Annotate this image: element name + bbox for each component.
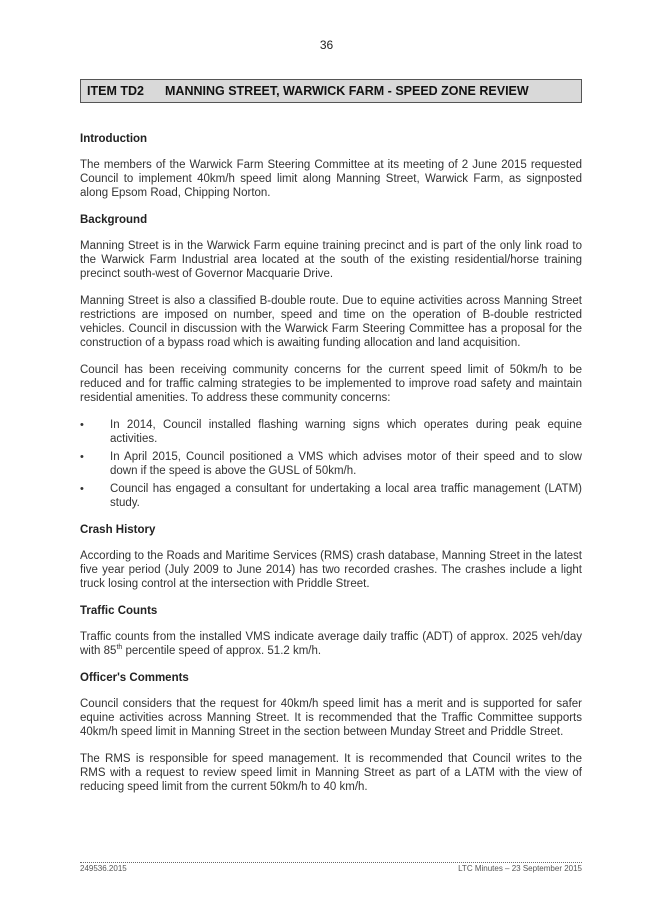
traffic-counts-text-a: Traffic counts from the installed VMS indicate average daily traffic (ADT) of approx. 2025 veh/day with 85: [80, 631, 582, 657]
list-item-text: In 2014, Council installed flashing warning signs which operates during peak equine activities.: [110, 419, 582, 445]
crash-history-paragraph: According to the Roads and Maritime Services (RMS) crash database, Manning Street in the latest five year period (July 2009 to June 2014) has two recorded crashes. The crashes include a light truck losing control at the intersection with Priddle Street.: [80, 550, 582, 590]
footer-minutes-date: LTC Minutes – 23 September 2015: [458, 864, 582, 873]
bullet-icon: •: [80, 419, 84, 431]
page-number: 36: [319, 38, 334, 52]
background-paragraph-3: Council has been receiving community concerns for the current speed limit of 50km/h to be reduced and for traffic calming strategies to be implemented to improve road safety and maintain residential amenities. To address these community concerns:: [80, 364, 582, 404]
officers-comments-paragraph-1: Council considers that the request for 40km/h speed limit has a merit and is supported for safer equine activities across Manning Street. It is recommended that the Traffic Committee supports 40km/h speed limit in Manning Street in the section between Munday Street and Priddle Street.: [80, 698, 582, 738]
item-title-bar: [80, 79, 582, 103]
officers-comments-heading: Officer's Comments: [80, 672, 189, 684]
footer-divider: [80, 862, 582, 863]
introduction-heading: Introduction: [80, 133, 148, 145]
list-item: [80, 418, 582, 446]
bullet-icon: •: [80, 483, 84, 495]
item-title: MANNING STREET, WARWICK FARM - SPEED ZONE REVIEW: [165, 84, 529, 98]
crash-history-heading: Crash History: [80, 524, 156, 536]
ordinal-superscript: th: [116, 644, 123, 652]
traffic-counts-text-b: percentile speed of approx. 51.2 km/h.: [122, 645, 322, 657]
bullet-icon: •: [80, 451, 84, 463]
officers-comments-paragraph-2: The RMS is responsible for speed management. It is recommended that Council writes to the RMS with a request to review speed limit in Manning Street as part of a LATM with the view of reducing speed limit from the current 50km/h to 40 km/h.: [80, 753, 582, 793]
traffic-counts-heading: Traffic Counts: [80, 605, 158, 617]
footer-reference: 249536.2015: [80, 864, 127, 873]
background-paragraph-1: Manning Street is in the Warwick Farm equine training precinct and is part of the only link road to the Warwick Farm Industrial area located at the south of the existing residential/horse training precinct south-west of Governor Macquarie Drive.: [80, 240, 582, 280]
list-item: [80, 450, 582, 478]
list-item-text: Council has engaged a consultant for undertaking a local area traffic management (LATM) study.: [110, 483, 582, 509]
traffic-counts-paragraph: [80, 630, 582, 658]
item-code: ITEM TD2: [87, 84, 144, 98]
list-item-text: In April 2015, Council positioned a VMS which advises motor of their speed and to slow down if the speed is above the GUSL of 50km/h.: [110, 451, 582, 477]
list-item: [80, 482, 582, 510]
background-paragraph-2: Manning Street is also a classified B-double route. Due to equine activities across Manning Street restrictions are imposed on number, speed and time on the operation of B-double restricted vehicles. Council in discussion with the Warwick Farm Steering Committee has a proposal for the construction of a bypass road which is awaiting funding allocation and land acquisition.: [80, 295, 582, 349]
background-heading: Background: [80, 214, 148, 226]
document-body: [80, 132, 582, 807]
community-concerns-list: [80, 418, 582, 510]
introduction-paragraph: The members of the Warwick Farm Steering Committee at its meeting of 2 June 2015 requested Council to implement 40km/h speed limit along Manning Street, Warwick Farm, as signposted along Epsom Road, Chipping Norton.: [80, 159, 582, 199]
